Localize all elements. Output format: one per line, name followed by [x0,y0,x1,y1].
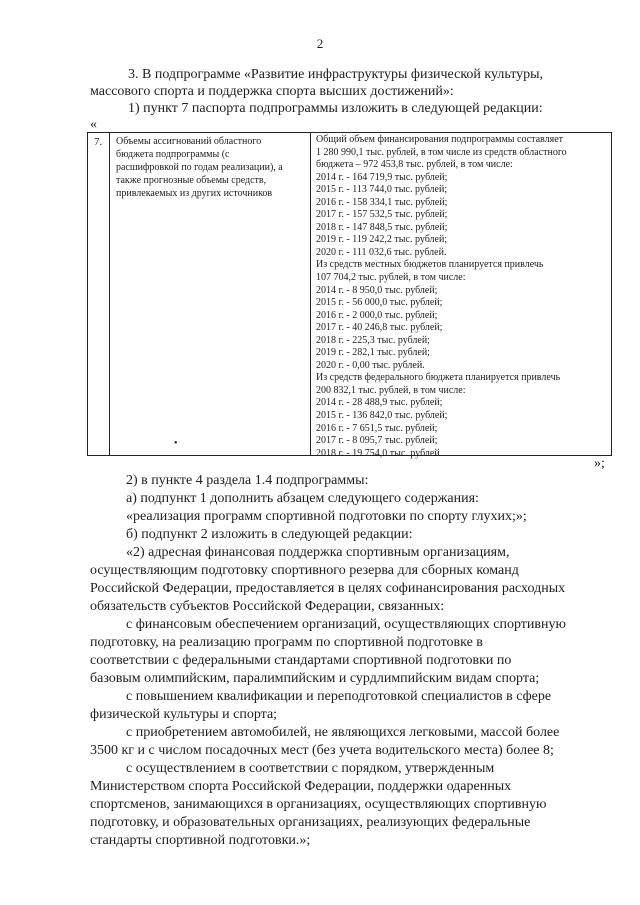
funding-value-line: 2018 г. - 147 848,5 тыс. рублей; [316,221,448,233]
funding-value-line: 2019 г. - 119 242,2 тыс. рублей; [316,234,448,246]
funding-value-line: 2016 г. - 158 334,1 тыс. рублей; [316,196,448,208]
p5-line-1: «2) адресная финансовая поддержка спортивным организациям, [126,545,510,560]
funding-value-line: 1 280 990,1 тыс. рублей, в том числе из средств областного [316,146,567,158]
paragraph-item-2: 2) в пункте 4 раздела 1.4 подпрограммы: [126,473,369,488]
p9-line-4: подготовку, и образовательных организациях, реализующих федеральные [90,815,531,830]
p5-line-4: обязательств субъектов Российской Федерации, связанных: [90,599,445,614]
intro-line-1: 3. В подпрограмме «Развитие инфраструктуры физической культуры, [128,67,544,82]
funding-value-line: 2016 г. - 2 000,0 тыс. рублей; [316,309,438,321]
funding-value-line: Общий объем финансирования подпрограммы составляет [316,134,564,145]
p6-line-1: с финансовым обеспечением организаций, осуществляющих спортивную [126,617,566,632]
p9-line-2: Министерством спорта Российской Федерации, поддержки одаренных [90,779,512,794]
funding-label-line: Объемы ассигнований областного [116,136,262,147]
paragraph-subitem-b: б) подпункт 2 изложить в следующей редакции: [126,527,413,542]
funding-value-line: 2015 г. - 136 842,0 тыс. рублей; [316,410,448,422]
funding-label-cell [116,135,308,200]
p8-line-1: с приобретением автомобилей, не являющихся легковыми, массой более [126,725,560,740]
close-quote: »; [594,456,605,471]
row-number: 7. [94,136,103,148]
funding-value-line: 2016 г. - 7 651,5 тыс. рублей; [316,422,438,434]
open-quote: « [90,117,97,132]
funding-value-line: 2014 г. - 164 719,9 тыс. рублей; [316,171,448,183]
funding-value-line: бюджета – 972 453,8 тыс. рублей, в том числе: [316,159,513,171]
p9-line-3: спортсменов, занимающихся в организациях, осуществляющих спортивную [90,797,547,812]
funding-value-line: 2020 г. - 111 032,6 тыс. рублей. [316,246,447,258]
p7-line-1: с повышением квалификации и переподготовкой специалистов в сфере [126,689,552,704]
p5-line-2: осуществляющим подготовку спортивного резерва для сборных команд [90,563,519,578]
p5-line-3: Российской Федерации, предоставляется в целях софинансирования расходных [90,581,566,596]
stray-mark: • [174,438,178,449]
funding-value-line: 2020 г. - 0,00 тыс. рублей. [316,359,425,371]
funding-values-cell [316,134,608,460]
intro-line-3: 1) пункт 7 паспорта подпрограммы изложить в следующей редакции: [128,101,543,116]
funding-value-line: 2015 г. - 56 000,0 тыс. рублей; [316,297,443,309]
p9-line-5: стандарты спортивной подготовки.»; [90,833,311,848]
funding-label-line: также прогнозные объемы средств, [116,175,267,186]
funding-value-line: 2018 г. - 19 754,0 тыс. рублей [316,447,440,459]
funding-value-line: 2019 г. - 282,1 тыс. рублей; [316,347,430,359]
p9-line-1: с осуществлением в соответствии с порядком, утвержденным [126,761,495,776]
funding-value-line: 107 704,2 тыс. рублей, в том числе: [316,272,466,284]
p6-line-3: соответствии с федеральными стандартами спортивной подготовки по [90,653,512,668]
funding-value-line: 2014 г. - 28 488,9 тыс. рублей; [316,397,443,409]
column-divider-2 [310,133,311,455]
funding-value-line: 200 832,1 тыс. рублей, в том числе: [316,384,466,396]
p7-line-2: физической культуры и спорта; [90,707,278,722]
p6-line-2: подготовку, на реализацию программ по спортивной подготовке в [90,635,483,650]
funding-value-line: Из средств федерального бюджета планируется привлечь [316,372,561,384]
paragraph-new-text: «реализация программ спортивной подготовки по спорту глухих;»; [126,509,527,524]
funding-value-line: 2017 г. - 8 095,7 тыс. рублей; [316,435,438,447]
p8-line-2: 3500 кг и с числом посадочных мест (без учета водительского места) более 8; [90,743,554,758]
funding-value-line: 2015 г. - 113 744,0 тыс. рублей; [316,184,448,196]
funding-value-line: 2017 г. - 157 532,5 тыс. рублей; [316,209,448,221]
funding-value-line: 2014 г. - 8 950,0 тыс. рублей; [316,284,438,296]
passport-table [87,132,612,459]
funding-label-line: бюджета подпрограммы (с [116,149,230,160]
p6-line-4: базовым олимпийским, паралимпийским и сурдлимпийским видам спорта; [90,671,540,686]
column-divider-1 [109,133,110,455]
funding-label-line: привлекаемых из других источников [116,188,273,199]
funding-value-line: Из средств местных бюджетов планируется привлечь [316,259,544,271]
intro-line-2: массового спорта и поддержка спорта высших достижений»: [90,84,454,99]
funding-value-line: 2018 г. - 225,3 тыс. рублей; [316,334,430,346]
page-number: 2 [316,36,324,51]
paragraph-subitem-a: а) подпункт 1 дополнить абзацем следующего содержания: [126,491,479,506]
funding-label-line: расшифровкой по годам реализации), а [116,162,283,173]
funding-value-line: 2017 г. - 40 246,8 тыс. рублей; [316,322,443,334]
